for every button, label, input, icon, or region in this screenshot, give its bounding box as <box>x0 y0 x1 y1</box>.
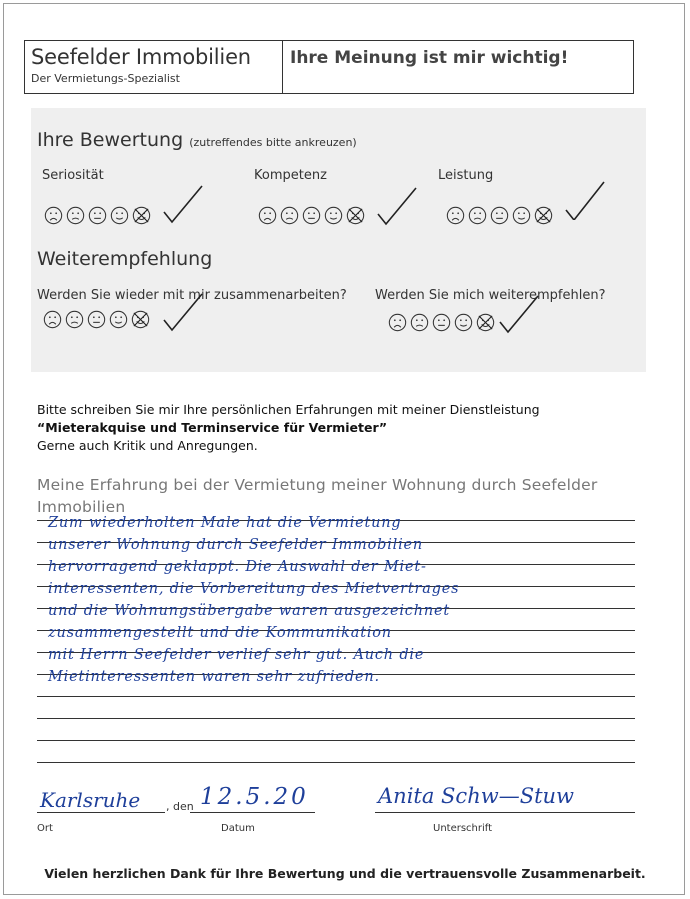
smiley-scale-leistung[interactable] <box>446 206 553 225</box>
writing-line <box>37 718 635 719</box>
feedback-prompt <box>37 401 657 455</box>
very-sad-face-icon[interactable] <box>43 310 62 329</box>
writing-line <box>37 696 635 697</box>
neutral-face-icon[interactable] <box>87 310 106 329</box>
checkmark-icon <box>562 176 606 220</box>
writing-line <box>37 740 635 741</box>
company-tagline: Der Vermietungs-Spezialist <box>31 72 180 85</box>
date-value: 12.5.20 <box>200 784 309 810</box>
very-sad-face-icon[interactable] <box>446 206 465 225</box>
category-label-leistung: Leistung <box>438 168 494 183</box>
neutral-face-icon[interactable] <box>490 206 509 225</box>
happy-face-icon[interactable] <box>512 206 531 225</box>
very-sad-face-icon[interactable] <box>258 206 277 225</box>
smiley-scale-seriositaet[interactable] <box>44 206 151 225</box>
date-caption: Datum <box>221 823 255 834</box>
header-box <box>24 40 634 94</box>
prompt-line-1: Bitte schreiben Sie mir Ihre persönlichen Erfahrungen mit meiner Dienstleistung <box>37 402 540 417</box>
checkmark-icon <box>160 182 204 226</box>
prompt-line-3: Gerne auch Kritik und Anregungen. <box>37 438 258 453</box>
sad-face-icon[interactable] <box>280 206 299 225</box>
category-label-kompetenz: Kompetenz <box>254 168 327 183</box>
date-line <box>190 812 315 813</box>
very-happy-face-icon[interactable] <box>476 313 495 332</box>
place-line <box>37 812 165 813</box>
signature-caption: Unterschrift <box>433 823 493 834</box>
handwritten-line: zusammengestellt und die Kommunikation <box>48 625 392 641</box>
handwritten-line: mit Herrn Seefelder verlief sehr gut. Auch die <box>48 647 425 663</box>
recommendation-title: Weiterempfehlung <box>37 248 213 270</box>
happy-face-icon[interactable] <box>454 313 473 332</box>
checkmark-icon <box>496 292 540 336</box>
very-happy-face-icon[interactable] <box>132 206 151 225</box>
place-value: Karlsruhe <box>40 788 141 812</box>
neutral-face-icon[interactable] <box>88 206 107 225</box>
handwritten-line: und die Wohnungsübergabe waren ausgezeichnet <box>48 603 451 619</box>
smiley-scale-kompetenz[interactable] <box>258 206 365 225</box>
very-happy-face-icon[interactable] <box>534 206 553 225</box>
neutral-face-icon[interactable] <box>432 313 451 332</box>
handwritten-line: Mietinteressenten waren sehr zufrieden. <box>48 669 380 685</box>
prompt-service-name: “Mieterakquise und Terminservice für Vermieter” <box>37 420 388 435</box>
handwritten-line: interessenten, die Vorbereitung des Mietvertrages <box>48 581 460 597</box>
very-happy-face-icon[interactable] <box>346 206 365 225</box>
rating-title <box>37 129 357 151</box>
category-label-seriositaet: Seriosität <box>42 168 104 183</box>
handwritten-line: Zum wiederholten Male hat die Vermietung <box>48 515 402 531</box>
very-happy-face-icon[interactable] <box>131 310 150 329</box>
happy-face-icon[interactable] <box>324 206 343 225</box>
handwritten-line: unserer Wohnung durch Seefelder Immobilien <box>48 537 424 553</box>
question-label-reuse: Werden Sie wieder mit mir zusammenarbeiten? <box>37 288 347 303</box>
rating-hint: (zutreffendes bitte ankreuzen) <box>189 136 357 149</box>
checkmark-icon <box>374 184 418 228</box>
very-sad-face-icon[interactable] <box>44 206 63 225</box>
experience-title: Meine Erfahrung bei der Vermietung meiner Wohnung durch Seefelder Immobilien <box>37 476 598 516</box>
very-sad-face-icon[interactable] <box>388 313 407 332</box>
sad-face-icon[interactable] <box>65 310 84 329</box>
handwritten-line: hervorragend geklappt. Die Auswahl der Miet- <box>48 559 427 575</box>
smiley-scale-reuse[interactable] <box>43 310 150 329</box>
company-name: Seefelder Immobilien <box>31 45 251 69</box>
checkmark-icon <box>160 290 204 334</box>
neutral-face-icon[interactable] <box>302 206 321 225</box>
happy-face-icon[interactable] <box>110 206 129 225</box>
signature-value: Anita Schw—Stuw <box>378 784 575 808</box>
rating-title-text: Ihre Bewertung <box>37 129 184 151</box>
signature-line <box>375 812 635 813</box>
sad-face-icon[interactable] <box>468 206 487 225</box>
smiley-scale-recommend[interactable] <box>388 313 495 332</box>
company-block <box>25 41 283 93</box>
place-caption: Ort <box>37 823 53 834</box>
happy-face-icon[interactable] <box>109 310 128 329</box>
sad-face-icon[interactable] <box>410 313 429 332</box>
headline: Ihre Meinung ist mir wichtig! <box>290 48 569 68</box>
writing-line <box>37 762 635 763</box>
den-label: , den <box>166 800 194 813</box>
thank-you-note: Vielen herzlichen Dank für Ihre Bewertung und die vertrauensvolle Zusammenarbeit. <box>44 866 646 881</box>
sad-face-icon[interactable] <box>66 206 85 225</box>
question-label-recommend: Werden Sie mich weiterempfehlen? <box>375 288 606 303</box>
